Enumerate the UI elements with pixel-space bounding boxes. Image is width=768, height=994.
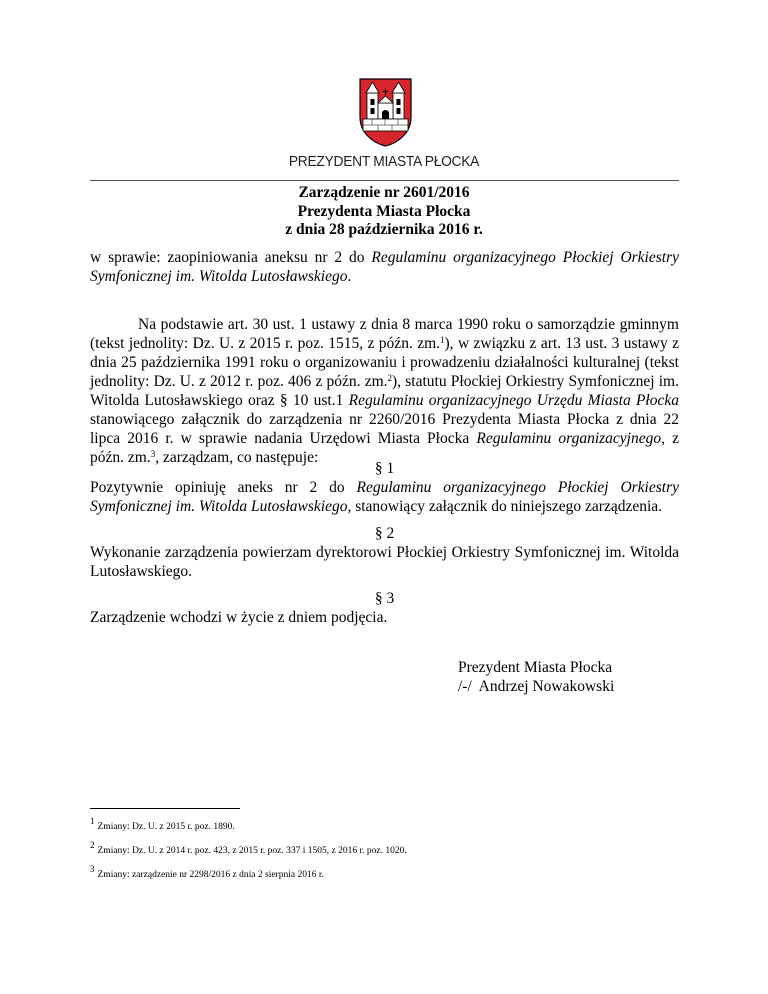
section-italic: Regulaminu organizacyjnego Płockiej Orkiestry Symfonicznej im. Witolda Lutosławskiego bbox=[90, 479, 679, 515]
section-text: Pozytywnie opiniuję aneks nr 2 do bbox=[90, 479, 357, 496]
section-text: Zarządzenie wchodzi w życie z dniem podjęcia. bbox=[90, 609, 388, 626]
preamble-paragraph bbox=[90, 315, 679, 467]
preamble-text-1: Na podstawie art. 30 ust. 1 ustawy z dnia 8 marca 1990 roku o samorządzie gminnym (tekst jednolity: Dz. U. z 2015 r. poz. 1515, z późn. zm. bbox=[90, 316, 679, 352]
subject-suffix: . bbox=[347, 268, 352, 285]
subject-line bbox=[90, 248, 679, 286]
preamble-text-5: , z późn. zm. bbox=[90, 430, 679, 466]
footnotes bbox=[90, 812, 407, 884]
footnote-1 bbox=[90, 812, 407, 836]
header-divider bbox=[90, 180, 679, 181]
footnote-text: Zmiany: Dz. U. z 2015 r. poz. 1890. bbox=[97, 822, 235, 832]
preamble-text-3: ), statutu Płockiej Orkiestry Symfonicznej im. Witolda Lutosławskiego oraz § 10 ust.1 bbox=[90, 373, 679, 409]
signature-name: /-/ Andrzej Nowakowski bbox=[458, 678, 615, 695]
plock-coat-of-arms-icon bbox=[358, 77, 413, 147]
footnote-number: 3 bbox=[90, 864, 95, 874]
title-line-2: Prezydenta Miasta Płocka bbox=[297, 202, 471, 220]
footnote-2 bbox=[90, 836, 407, 860]
footnote-divider bbox=[90, 808, 240, 809]
footnote-3 bbox=[90, 860, 407, 884]
subject-italic: Regulaminu organizacyjnego Płockiej Orkiestry Symfonicznej im. Witolda Lutosławskiego bbox=[90, 249, 679, 285]
signature-block bbox=[458, 658, 614, 696]
section-mark: § 3 bbox=[374, 590, 395, 607]
footnote-ref-1: 1 bbox=[440, 335, 445, 345]
preamble-text-2: ), w związku z art. 13 ust. 3 ustawy z dnia 25 października 1991 roku o organizowaniu i prowadzeniu działalności kulturalnej (tekst jednolity: Dz. U. z 2012 r. poz. 406 z późn. zm. bbox=[90, 335, 679, 390]
document-title bbox=[0, 184, 768, 240]
footnote-ref-3: 3 bbox=[150, 449, 156, 459]
section-mark: § 2 bbox=[374, 525, 395, 542]
section-3 bbox=[90, 589, 679, 627]
preamble-text-6: , zarządzam, co następuje: bbox=[155, 449, 319, 466]
section-2 bbox=[90, 524, 679, 581]
footnote-ref-2: 2 bbox=[387, 373, 393, 383]
title-line-1: Zarządzenie nr 2601/2016 bbox=[298, 184, 470, 201]
preamble-text-4: stanowiącego załącznik do zarządzenia nr 2260/2016 Prezydenta Miasta Płocka z dnia 22 lipca 2016 r. w sprawie nadania Urzędowi Miasta Płocka bbox=[90, 411, 679, 447]
footnote-number: 2 bbox=[90, 840, 95, 850]
preamble-italic-2: Regulaminu organizacyjnego bbox=[476, 430, 662, 447]
preamble-italic-1: Regulaminu organizacyjnego Urzędu Miasta Płocka bbox=[348, 392, 679, 409]
subject-prefix: w sprawie: zaopiniowania aneksu nr 2 do bbox=[90, 249, 372, 266]
section-mark: § 1 bbox=[374, 460, 395, 477]
section-text-suffix: , stanowiący załącznik do niniejszego zarządzenia. bbox=[347, 498, 663, 515]
signature-title: Prezydent Miasta Płocka bbox=[458, 659, 613, 676]
organization-name: PREZYDENT MIASTA PŁOCKA bbox=[288, 153, 480, 170]
footnote-number: 1 bbox=[90, 816, 95, 826]
title-line-3: z dnia 28 października 2016 r. bbox=[285, 221, 483, 238]
section-1 bbox=[90, 459, 679, 516]
footnote-text: Zmiany: Dz. U. z 2014 r. poz. 423, z 2015 r. poz. 337 i 1505, z 2016 r. poz. 1020. bbox=[97, 846, 407, 856]
footnote-text: Zmiany: zarządzenie nr 2298/2016 z dnia 2 sierpnia 2016 r. bbox=[97, 870, 324, 880]
section-text: Wykonanie zarządzenia powierzam dyrektorowi Płockiej Orkiestry Symfonicznej im. Witolda Lutosławskiego. bbox=[90, 544, 679, 580]
